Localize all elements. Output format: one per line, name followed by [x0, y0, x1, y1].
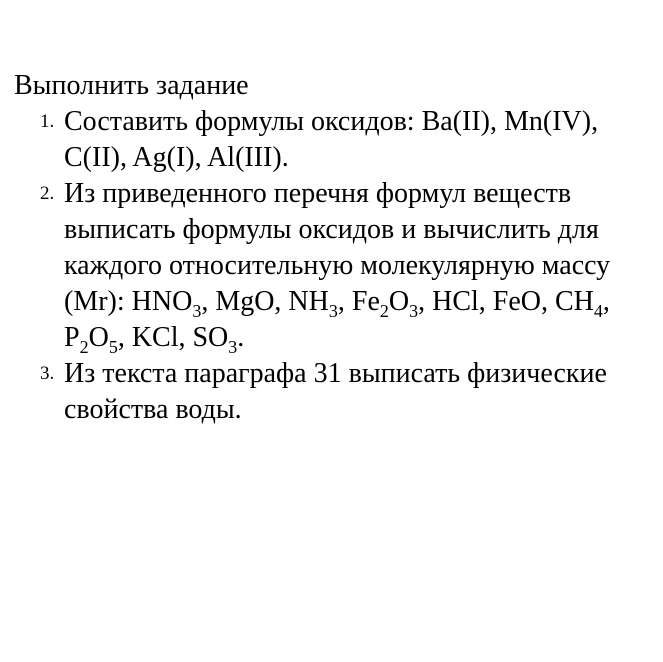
task-text-line	[64, 320, 654, 356]
task-text-line	[64, 356, 654, 392]
text-segment: ,	[602, 286, 610, 317]
task-item	[14, 176, 654, 356]
task-list	[14, 104, 654, 428]
text-segment: .	[237, 322, 245, 353]
text-segment: (Mr): HNO	[64, 286, 193, 317]
text-segment: , Fe	[337, 286, 380, 317]
task-item	[14, 104, 654, 176]
formula-subscript: 2	[379, 301, 389, 321]
text-segment: каждого относительную молекулярную массу	[64, 250, 611, 281]
assignment-title: Выполнить задание	[14, 70, 249, 101]
task-text-line	[64, 248, 654, 284]
text-segment: O	[388, 286, 410, 317]
formula-subscript: 4	[593, 301, 603, 321]
document	[14, 68, 654, 428]
text-segment: Из текста параграфа 31 выписать физические	[64, 358, 607, 389]
task-text-line	[64, 392, 654, 428]
text-segment: O	[88, 322, 109, 353]
text-segment: , MgO, NH	[201, 286, 329, 317]
task-number: 3.	[40, 363, 55, 384]
task-number: 2.	[40, 183, 55, 204]
task-number: 1.	[40, 111, 55, 132]
formula-subscript: 2	[79, 337, 89, 357]
task-text-line	[64, 176, 654, 212]
formula-subscript: 3	[409, 301, 419, 321]
text-segment: C(II), Ag(I), Al(III).	[64, 142, 289, 173]
text-segment: , KCl, SO	[117, 322, 229, 353]
text-segment: , HCl, FeO, CH	[418, 286, 594, 317]
task-text-line	[64, 140, 654, 176]
text-segment: Из приведенного перечня формул веществ	[64, 178, 572, 209]
text-segment: Составить формулы оксидов: Ba(II), Mn(IV),	[64, 106, 599, 137]
task-text-line	[64, 104, 654, 140]
text-segment: выписать формулы оксидов и вычислить для	[64, 214, 599, 245]
formula-subscript: 5	[108, 337, 118, 357]
task-text-line	[64, 284, 654, 320]
task-item	[14, 356, 654, 428]
text-segment: P	[64, 322, 80, 353]
text-segment: свойства воды.	[64, 394, 242, 425]
formula-subscript: 3	[228, 337, 238, 357]
task-text-line	[64, 212, 654, 248]
formula-subscript: 3	[328, 301, 338, 321]
formula-subscript: 3	[192, 301, 202, 321]
